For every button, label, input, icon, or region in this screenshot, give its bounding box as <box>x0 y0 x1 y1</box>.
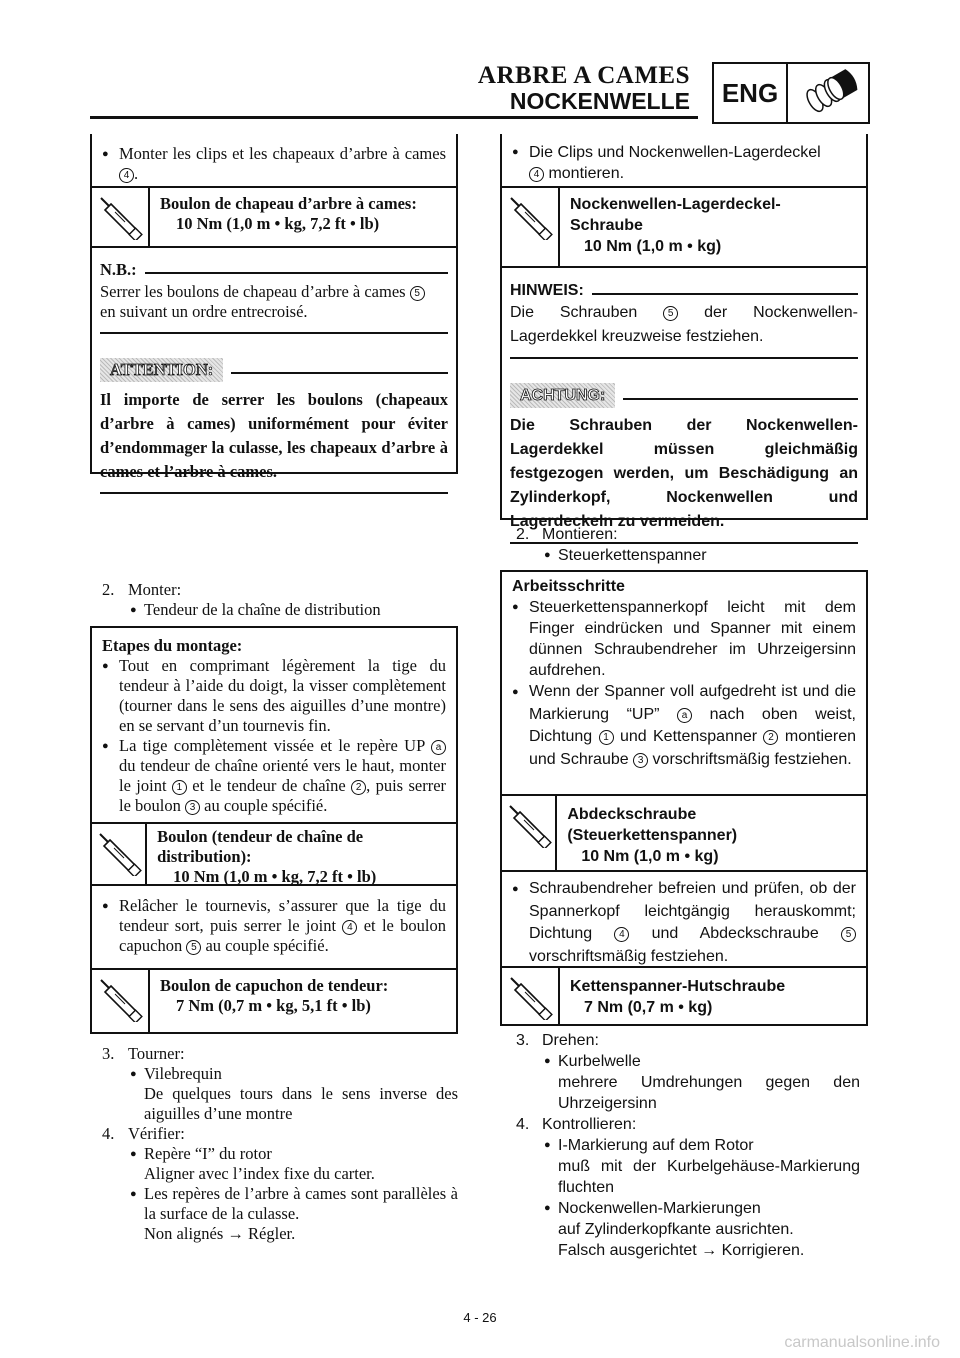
list-item: ● Tout en comprimant légèrement la tige du tendeur à l’aide du doigt, la visser complètement (tourner dans le sens des aiguilles d’une montre) en se servant d’un tournevis fin. <box>102 656 446 736</box>
attention-title: ACHTUNG: <box>510 383 615 408</box>
torque-value: 10 Nm (1,0 m • kg, 7,2 ft • lb) <box>173 867 377 886</box>
torque-value: 10 Nm (1,0 m • kg) <box>581 848 719 865</box>
header-rule <box>90 116 698 119</box>
section-badge <box>712 62 870 124</box>
list-item: ● Wenn der Spanner voll aufgedreht ist und die Markierung “UP” a nach oben weist, Dichtung 1 und Kettenspanner 2 montieren und Schraube 3 vorschriftsmäßig festziehen. <box>512 681 856 771</box>
procedure-heading: Etapes du montage: <box>102 636 243 655</box>
torque-wrench-icon <box>92 824 147 884</box>
list-item: ● Die Clips und Nockenwellen-Lagerdeckel 4 montieren. <box>512 142 856 184</box>
torque-wrench-icon <box>502 968 560 1026</box>
note-title: N.B.: <box>100 260 137 279</box>
torque-wrench-icon <box>92 188 150 246</box>
torque-wrench-icon <box>92 970 150 1032</box>
list-item: ● La tige complètement vissée et le repère UP a du tendeur de chaîne orienté vers le haut, monter le joint 1 et le tendeur de chaîne 2 , puis serrer le boulon 3 au couple spécifié. <box>102 736 446 816</box>
watermark: carmanualsonline.info <box>784 1334 940 1351</box>
torque-label: Kettenspanner-Hutschraube <box>570 978 786 995</box>
note-text: Serrer les boulons de chapeau d’arbre à cames 5 en suivant un ordre entrecroisé. <box>100 282 448 322</box>
left-install-box <box>90 134 458 481</box>
torque-label: Nockenwellen-Lagerdeckel-Schraube <box>570 196 781 234</box>
procedure-heading: Arbeitsschritte <box>512 578 625 595</box>
left-step-2: 2. Monter: ● Tendeur de la chaîne de distribution <box>102 580 452 620</box>
list-item: ● Schraubendreher befreien und prüfen, ob der Spannerkopf leichtgängig herauskommt; Dichtung 4 und Abdeckschraube 5 vorschriftsmäßig festziehen. <box>512 878 856 968</box>
torque-value: 10 Nm (1,0 m • kg) <box>584 238 722 255</box>
torque-value: 7 Nm (0,7 m • kg) <box>584 999 713 1016</box>
badge-label: ENG <box>714 64 788 122</box>
page-number: 4 - 26 <box>463 1310 497 1325</box>
torque-wrench-icon <box>502 796 557 870</box>
torque-wrench-icon <box>502 188 560 266</box>
torque-value: 10 Nm (1,0 m • kg, 7,2 ft • lb) <box>176 214 380 233</box>
right-steps-3-4: 3. Drehen: ● Kurbelwelle mehrere Umdrehungen gegen den Uhrzeigersinn 4. Kontrollieren: ● I-Markierung auf dem Rotor muß mit der Kurbelgehäuse-Markierung fluchten ● Nockenwellen-Markierungen auf Zylinderkopfkante ausrichten. Falsch ausgerichtet → Korrigieren. <box>516 1030 860 1261</box>
right-tensioner-box <box>500 570 868 1026</box>
torque-value: 7 Nm (0,7 m • kg, 5,1 ft • lb) <box>176 996 371 1015</box>
list-item: ● Monter les clips et les chapeaux d’arbre à cames 4 . <box>102 144 446 184</box>
attention-title: ATTENTION: <box>100 358 223 382</box>
torque-label: Abdeckschraube (Steuerkettenspanner) <box>567 806 738 844</box>
attention-text: Die Schrauben der Nockenwellen-Lagerdekkel müssen gleichmäßig festgezogen werden, um Beschädigung an Zylinderkopf, Nockenwellen und Lagerdeckeln zu vermeiden. <box>510 417 858 530</box>
attention-text: Il importe de serrer les boulons (chapeaux d’arbre à cames) uniformément pour éviter d’endommager la culasse, les chapeaux d’arbre à cames et l’arbre à cames. <box>100 390 448 481</box>
camshaft-icon <box>788 64 868 122</box>
right-install-box <box>500 134 868 530</box>
torque-label: Boulon de capuchon de tendeur: <box>160 976 389 995</box>
left-steps-3-4: 3. Tourner: ● Vilebrequin De quelques tours dans le sens inverse des aiguilles d’une montre 4. Vérifier: ● Repère “I” du rotor Aligner avec l’index fixe du carter. ● Les repères de l’arbre à cames sont parallèles à la surface de la culasse. Non alignés → Régler. <box>102 1044 458 1244</box>
torque-label: Boulon (tendeur de chaîne de distribution): <box>157 827 364 866</box>
note-title: HINWEIS: <box>510 282 584 299</box>
list-item: ● Steuerkettenspannerkopf leicht mit dem Finger eindrücken und Spanner mit einem dünnen Schraubendreher im Uhrzeigersinn aufdrehen. <box>512 597 856 681</box>
note-text: Die Schrauben 5 der Nockenwellen-Lagerdekkel kreuzweise festziehen. <box>510 304 859 345</box>
left-tensioner-box <box>90 626 458 1034</box>
header-title-de: NOCKENWELLE <box>509 88 690 114</box>
torque-label: Boulon de chapeau d’arbre à cames: <box>160 194 417 213</box>
header-title-fr: ARBRE A CAMES <box>477 62 690 89</box>
list-item: ● Relâcher le tournevis, s’assurer que la tige du tendeur sort, puis serrer le joint 4 et le boulon capuchon 5 au couple spécifié. <box>102 896 446 956</box>
right-step-2: 2. Montieren: ● Steuerkettenspanner <box>516 524 856 566</box>
